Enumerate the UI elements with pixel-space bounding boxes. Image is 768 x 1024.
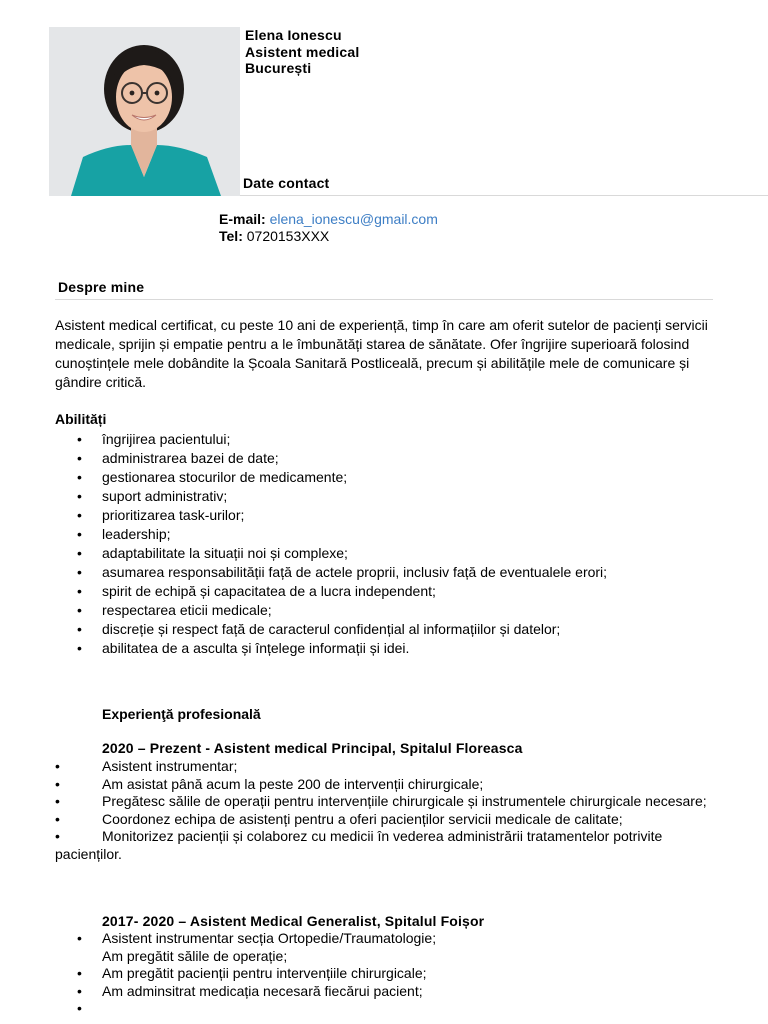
skills-list bbox=[55, 430, 607, 658]
contact-details bbox=[219, 211, 438, 245]
divider bbox=[55, 299, 713, 300]
phone-label: Tel: bbox=[219, 228, 243, 244]
job-duty: • Asistent instrumentar; bbox=[55, 758, 238, 774]
email-label: E-mail: bbox=[219, 211, 266, 227]
skills-heading: Abilități bbox=[55, 411, 107, 427]
profile-photo bbox=[49, 27, 240, 196]
skill-item: • leadership; bbox=[55, 525, 607, 544]
job-duty: • Asistent instrumentar secția Ortopedie/Traumatologie; bbox=[55, 930, 436, 948]
person-name: Elena Ionescu bbox=[245, 27, 342, 43]
skill-item: • prioritizarea task-urilor; bbox=[55, 506, 607, 525]
skill-item: • asumarea responsabilității față de actele proprii, inclusiv față de eventualele erori; bbox=[55, 563, 607, 582]
skill-item: • gestionarea stocurilor de medicamente; bbox=[55, 468, 607, 487]
skill-item: • administrarea bazei de date; bbox=[55, 449, 607, 468]
job-title: 2017- 2020 – Asistent Medical Generalist, Spitalul Foișor bbox=[102, 913, 485, 929]
about-text: Asistent medical certificat, cu peste 10 ani de experiență, timp în care am oferit sutelor de pacienți servicii medicale, sprijin și empatie pentru a le îmbunătăți starea de sănătate. Ofer îngrijire superioară folosind cunoștințele mele dobândite la Școala Sanitară Postliceală, precum și abilitățile mele de comunicare și gândire critică. bbox=[55, 317, 708, 390]
job-duty: • Coordonez echipa de asistenți pentru a oferi pacienților servicii medicale de calitate; bbox=[55, 810, 623, 827]
email-link[interactable]: elena_ionescu@gmail.com bbox=[269, 211, 438, 227]
person-city: București bbox=[245, 60, 312, 76]
job-duties-list bbox=[55, 758, 715, 863]
job-duty bbox=[55, 1000, 436, 1018]
skill-item: • respectarea eticii medicale; bbox=[55, 601, 607, 620]
phone-value: 0720153XXX bbox=[246, 228, 330, 244]
skill-item: • îngrijirea pacientului; bbox=[55, 430, 607, 449]
phone-line bbox=[219, 228, 438, 245]
job-duty: • Am pregătit pacienții pentru intervențiile chirurgicale; bbox=[55, 965, 436, 983]
job-duty: • Monitorizez pacienții și colaborez cu medicii în vederea administrării tratamentelor potrivite pacienților. bbox=[55, 828, 663, 862]
divider bbox=[240, 195, 768, 196]
about-heading: Despre mine bbox=[58, 279, 145, 295]
experience-heading: Experienţă profesională bbox=[102, 706, 261, 722]
job-title: 2020 – Prezent - Asistent medical Principal, Spitalul Floreasca bbox=[102, 740, 523, 756]
skill-item: • spirit de echipă și capacitatea de a lucra independent; bbox=[55, 582, 607, 601]
header-block bbox=[245, 27, 359, 77]
skill-item: • discreție și respect față de caracterul confidențial al informațiilor și datelor; bbox=[55, 620, 607, 639]
skill-item: • adaptabilitate la situații noi și complexe; bbox=[55, 544, 607, 563]
job-duty: • Am adminsitrat medicația necesară fiecărui pacient; bbox=[55, 983, 436, 1001]
skill-item: • suport administrativ; bbox=[55, 487, 607, 506]
job-duty: • Am asistat până acum la peste 200 de intervenții chirurgicale; bbox=[55, 775, 484, 792]
job-duty: • Pregătesc sălile de operații pentru intervențiile chirurgicale și instrumentele chirurgicale necesare; bbox=[55, 793, 707, 809]
job-duty: Am pregătit sălile de operație; bbox=[102, 947, 288, 964]
email-line bbox=[219, 211, 438, 228]
person-role: Asistent medical bbox=[245, 43, 360, 60]
contact-heading: Date contact bbox=[243, 175, 330, 191]
skill-item: • abilitatea de a asculta și înțelege informații și idei. bbox=[55, 639, 607, 658]
job-duties-list bbox=[55, 930, 436, 1018]
